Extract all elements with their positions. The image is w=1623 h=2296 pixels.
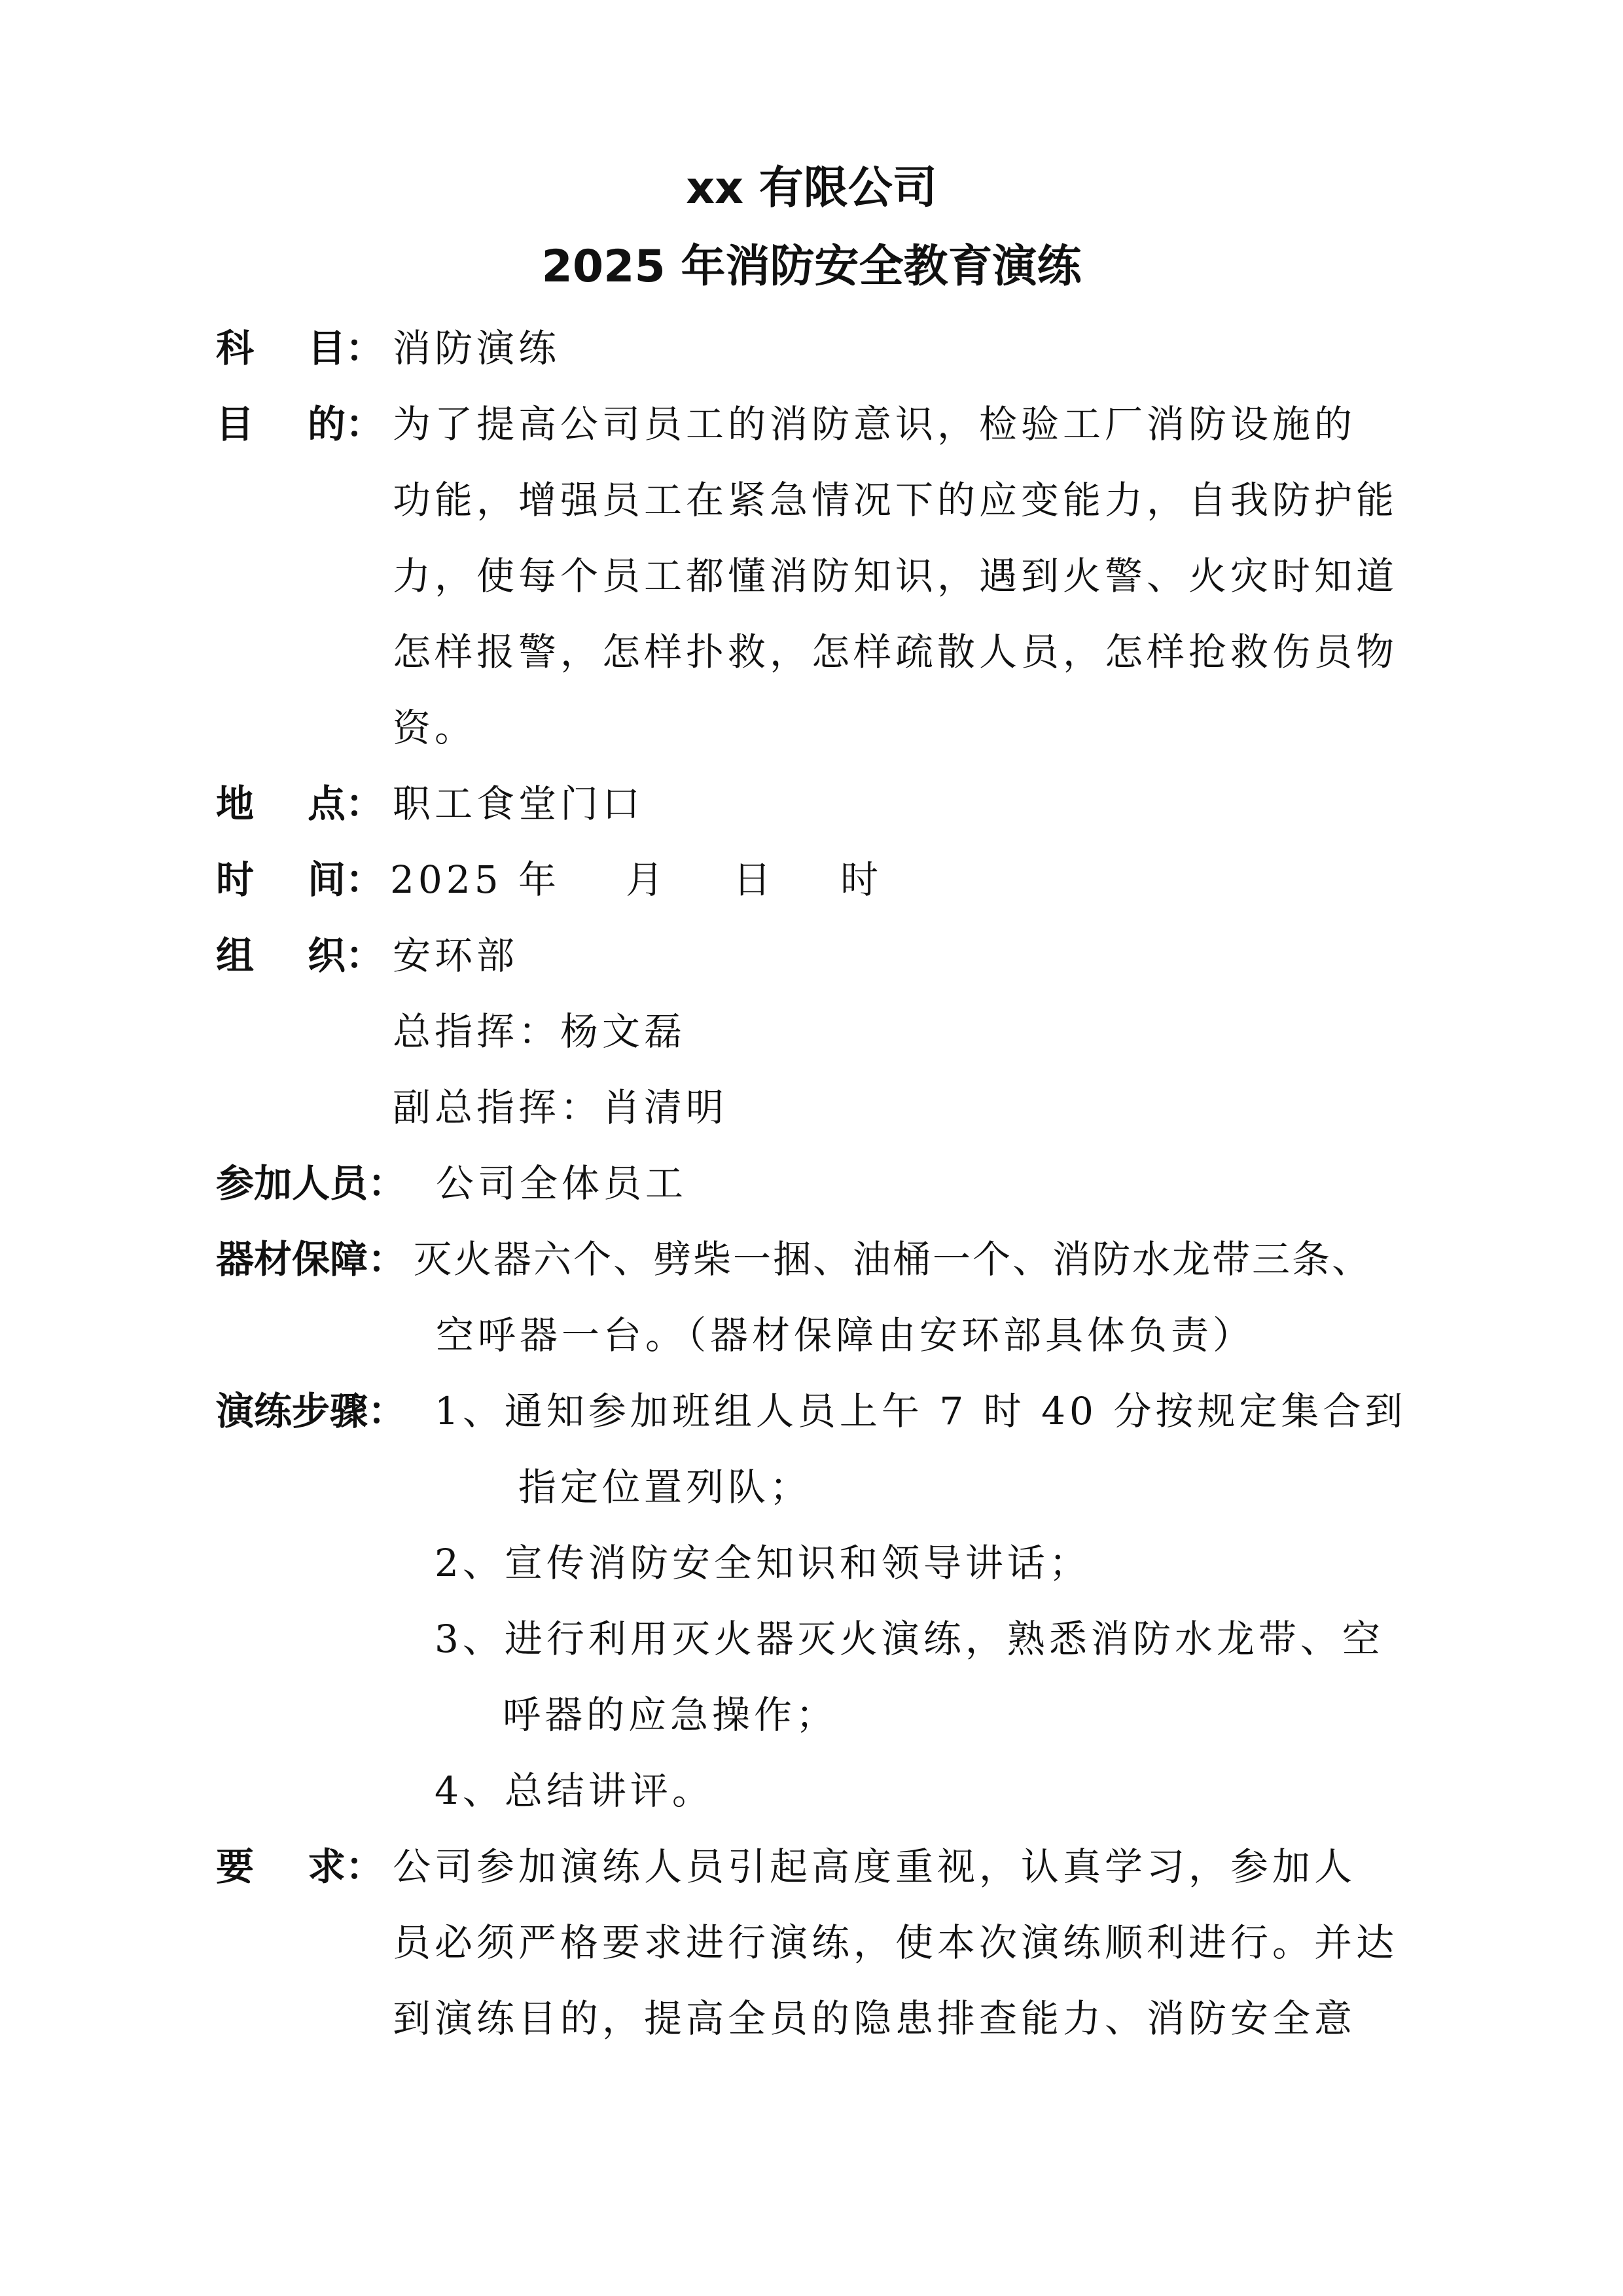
time-year: 2025 年 [390, 857, 561, 902]
requirements-line: 到演练目的，提高全员的隐患排查能力、消防安全意 [393, 1996, 1357, 2041]
time-label: 时 间： [216, 857, 384, 902]
steps-label: 演练步骤： [216, 1389, 406, 1433]
document-title: 2025 年消防安全教育演练 [541, 241, 1082, 293]
participants-label: 参加人员： [216, 1161, 406, 1206]
equipment-line: 空呼器一台。（器材保障由安环部具体负责） [436, 1313, 1255, 1357]
step-item: 3、进行利用灭火器灭火演练，熟悉消防水龙带、空 [435, 1617, 1384, 1661]
requirements-line: 公司参加演练人员引起高度重视，认真学习，参加人 [393, 1844, 1357, 1889]
organization-value: 安环部 [393, 933, 519, 978]
purpose-line: 功能，增强员工在紧急情况下的应变能力，自我防护能 [393, 478, 1399, 522]
step-item-continued: 指定位置列队； [518, 1465, 812, 1509]
purpose-line: 资。 [393, 706, 477, 750]
equipment-line: 灭火器六个、劈柴一捆、油桶一个、消防水龙带三条、 [414, 1237, 1372, 1282]
subject-label: 科 目： [216, 326, 384, 370]
commander: 总指挥：杨文磊 [393, 1009, 687, 1054]
requirements-label: 要 求： [216, 1844, 384, 1889]
purpose-line: 为了提高公司员工的消防意识，检验工厂消防设施的 [393, 402, 1357, 446]
purpose-label: 目 的： [216, 402, 384, 446]
deputy-commander: 副总指挥：肖清明 [393, 1085, 728, 1130]
step-item-continued: 呼器的应急操作； [503, 1693, 838, 1737]
participants-value: 公司全体员工 [436, 1161, 688, 1206]
step-item: 4、总结讲评。 [435, 1768, 714, 1813]
subject-value: 消防演练 [393, 326, 561, 370]
time-month: 月 [626, 857, 668, 902]
purpose-line: 力，使每个员工都懂消防知识，遇到火警、火灾时知道 [393, 554, 1399, 598]
company-title: xx 有限公司 [686, 162, 937, 214]
location-value: 职工食堂门口 [393, 781, 645, 826]
equipment-label: 器材保障： [216, 1237, 406, 1282]
time-hour: 时 [840, 857, 883, 902]
time-day: 日 [733, 857, 776, 902]
time-value [390, 853, 882, 906]
location-label: 地 点： [216, 781, 384, 826]
organization-label: 组 织： [216, 933, 384, 978]
purpose-line: 怎样报警，怎样扑救，怎样疏散人员，怎样抢救伤员物 [393, 630, 1399, 674]
step-item: 2、宣传消防安全知识和领导讲话； [435, 1541, 1091, 1585]
step-item: 1、通知参加班组人员上午 7 时 40 分按规定集合到 [435, 1389, 1407, 1433]
requirements-line: 员必须严格要求进行演练，使本次演练顺利进行。并达 [393, 1920, 1399, 1965]
